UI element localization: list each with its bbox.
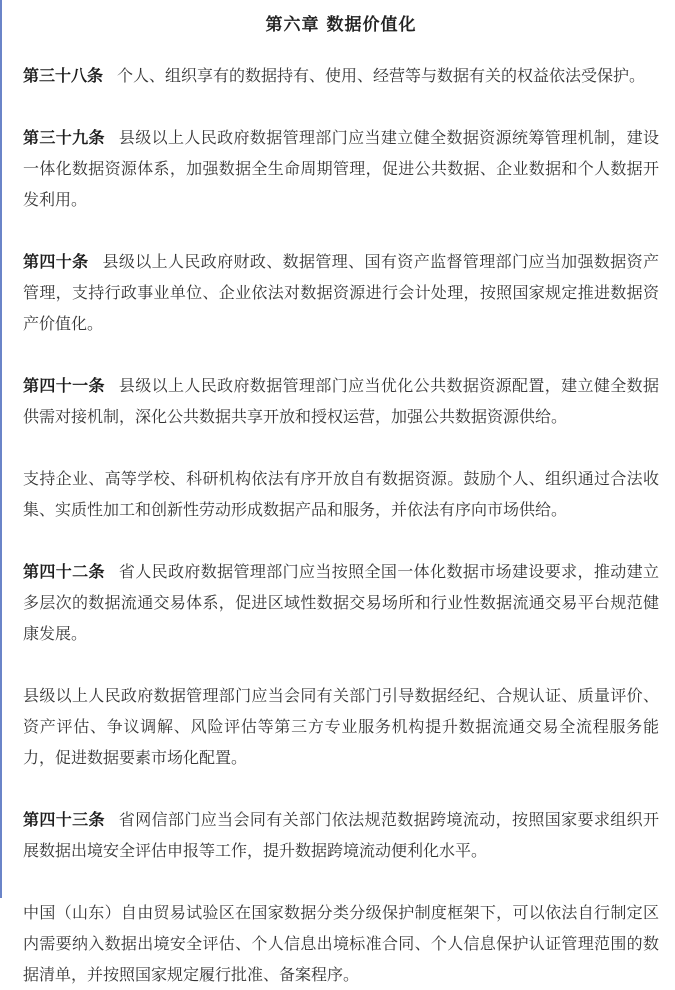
article-text: 县级以上人民政府数据管理部门应当建立健全数据资源统筹管理机制，建设一体化数据资源体系，加强数据全生命周期管理，促进公共数据、企业数据和个人数据开发利用。 <box>23 128 659 209</box>
chapter-title: 第六章 数据价值化 <box>265 15 417 35</box>
continuation-paragraph <box>23 680 659 773</box>
continuation-paragraph <box>23 897 659 990</box>
article-text: 省人民政府数据管理部门应当按照全国一体化数据市场建设要求，推动建立多层次的数据流通交易体系，促进区域性数据交易场所和行业性数据流通交易平台规范健康发展。 <box>23 562 659 643</box>
article-paragraph <box>23 804 659 866</box>
article-number: 第三十九条 <box>23 128 105 147</box>
article-text: 县级以上人民政府财政、数据管理、国有资产监督管理部门应当加强数据资产管理，支持行政事业单位、企业依法对数据资源进行会计处理，按照国家规定推进数据资产价值化。 <box>23 252 659 333</box>
continuation-paragraph <box>23 463 659 525</box>
article-number: 第四十二条 <box>23 562 105 581</box>
article-paragraph <box>23 370 659 432</box>
paragraph-text: 县级以上人民政府数据管理部门应当会同有关部门引导数据经纪、合规认证、质量评价、资产评估、争议调解、风险评估等第三方专业服务机构提升数据流通交易全流程服务能力，促进数据要素市场化配置。 <box>23 686 659 767</box>
left-border-rule <box>0 0 2 898</box>
article-number: 第四十三条 <box>23 810 105 829</box>
article-text: 县级以上人民政府数据管理部门应当优化公共数据资源配置，建立健全数据供需对接机制，深化公共数据共享开放和授权运营，加强公共数据资源供给。 <box>23 376 659 426</box>
article-text: 个人、组织享有的数据持有、使用、经营等与数据有关的权益依法受保护。 <box>117 66 646 85</box>
article-number: 第三十八条 <box>23 66 104 85</box>
paragraph-text: 支持企业、高等学校、科研机构依法有序开放自有数据资源。鼓励个人、组织通过合法收集、实质性加工和创新性劳动形成数据产品和服务，并依法有序向市场供给。 <box>23 469 659 519</box>
paragraph-text: 中国（山东）自由贸易试验区在国家数据分类分级保护制度框架下，可以依法自行制定区内需要纳入数据出境安全评估、个人信息出境标准合同、个人信息保护认证管理范围的数据清单，并按照国家规定履行批准、备案程序。 <box>23 903 659 984</box>
article-number: 第四十条 <box>23 252 89 271</box>
article-paragraph <box>23 556 659 649</box>
article-number: 第四十一条 <box>23 376 105 395</box>
document-body <box>23 0 659 990</box>
article-paragraph <box>23 60 659 91</box>
article-paragraph <box>23 246 659 339</box>
article-paragraph <box>23 122 659 215</box>
article-text: 省网信部门应当会同有关部门依法规范数据跨境流动，按照国家要求组织开展数据出境安全评估申报等工作，提升数据跨境流动便利化水平。 <box>23 810 659 860</box>
